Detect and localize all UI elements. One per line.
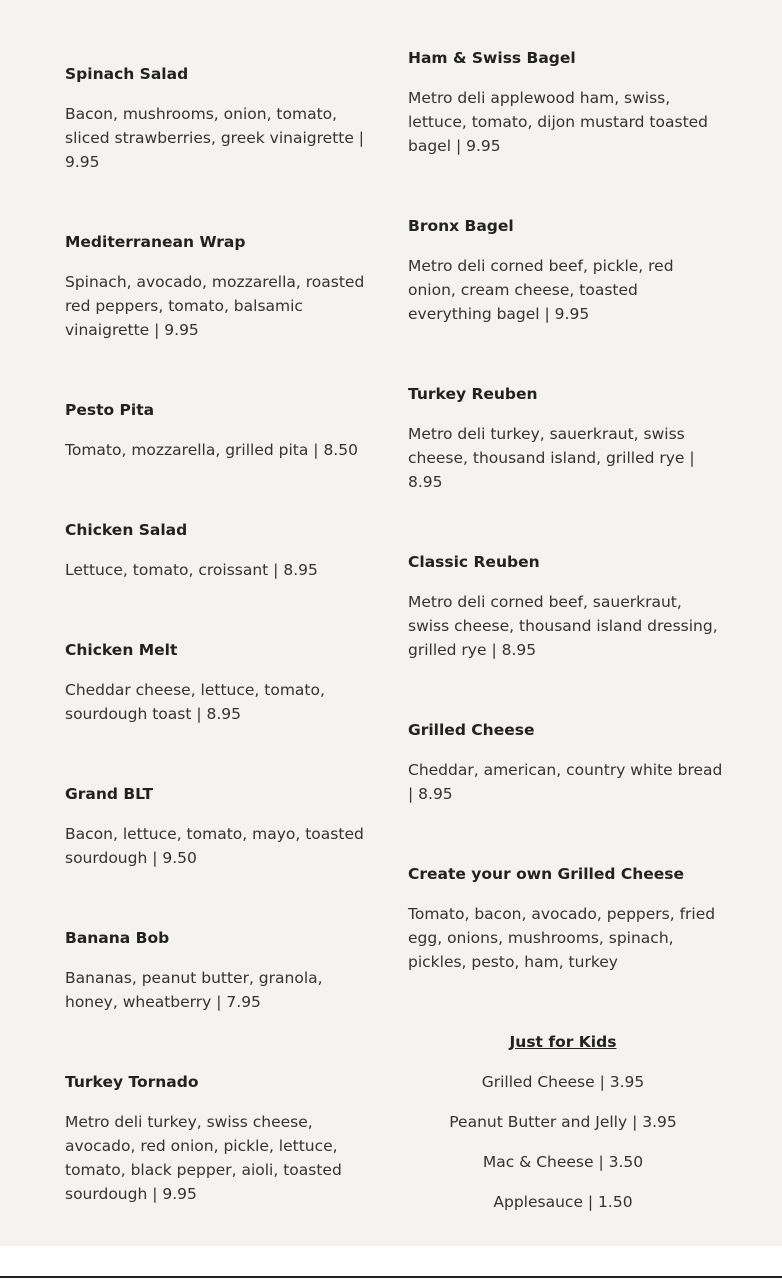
item-name: Grilled Cheese [408, 721, 535, 739]
menu-item [408, 46, 723, 158]
item-name: Spinach Salad [65, 65, 189, 83]
item-description: Metro deli corned beef, pickle, red onion, cream cheese, toasted everything bagel | 9.95 [408, 257, 674, 323]
menu-item [65, 926, 375, 1014]
item-name: Mediterranean Wrap [65, 233, 246, 251]
item-description: Bananas, peanut butter, granola, honey, wheatberry | 7.95 [65, 969, 323, 1011]
kids-menu-item: Grilled Cheese | 3.95 [481, 1073, 645, 1091]
item-description: Cheddar cheese, lettuce, tomato, sourdough toast | 8.95 [65, 681, 325, 723]
item-description: Lettuce, tomato, croissant | 8.95 [65, 561, 318, 579]
kids-menu-section [408, 1030, 718, 1214]
item-description: Metro deli turkey, sauerkraut, swiss cheese, thousand island, grilled rye | 8.95 [408, 425, 695, 491]
menu-item [65, 62, 375, 174]
kids-menu-item: Mac & Cheese | 3.50 [482, 1153, 644, 1171]
menu-item [408, 382, 723, 494]
item-name: Grand BLT [65, 785, 154, 803]
item-description: Metro deli applewood ham, swiss, lettuce, tomato, dijon mustard toasted bagel | 9.95 [408, 89, 709, 155]
kids-menu-title: Just for Kids [509, 1033, 617, 1051]
menu-item [65, 398, 375, 462]
item-description: Spinach, avocado, mozzarella, roasted red peppers, tomato, balsamic vinaigrette | 9.95 [65, 273, 365, 339]
item-description: Bacon, lettuce, tomato, mayo, toasted sourdough | 9.50 [65, 825, 364, 867]
item-name: Bronx Bagel [408, 217, 514, 235]
bottom-divider [0, 1276, 782, 1278]
menu-item [65, 230, 375, 342]
menu-item [408, 862, 723, 974]
item-name: Pesto Pita [65, 401, 155, 419]
item-description: Metro deli corned beef, sauerkraut, swiss cheese, thousand island dressing, grilled rye | 8.95 [408, 593, 718, 659]
menu-item [408, 718, 723, 806]
item-description: Cheddar, american, country white bread | 8.95 [408, 761, 723, 803]
kids-menu-item: Peanut Butter and Jelly | 3.95 [449, 1113, 677, 1131]
menu-item [65, 1070, 375, 1206]
menu-item [65, 782, 375, 870]
menu-item [408, 550, 723, 662]
item-description: Bacon, mushrooms, onion, tomato, sliced strawberries, greek vinaigrette | 9.95 [65, 105, 365, 171]
menu-item [65, 638, 375, 726]
item-description: Tomato, mozzarella, grilled pita | 8.50 [65, 441, 358, 459]
menu-item [408, 214, 723, 326]
kids-menu-item: Applesauce | 1.50 [493, 1193, 633, 1211]
item-name: Turkey Reuben [408, 385, 538, 403]
item-description: Metro deli turkey, swiss cheese, avocado, red onion, pickle, lettuce, tomato, black pepper, aioli, toasted sourdough | 9.95 [65, 1113, 342, 1203]
item-name: Turkey Tornado [65, 1073, 199, 1091]
item-name: Create your own Grilled Cheese [408, 865, 685, 883]
item-name: Ham & Swiss Bagel [408, 49, 576, 67]
item-description: Tomato, bacon, avocado, peppers, fried egg, onions, mushrooms, spinach, pickles, pesto, ham, turkey [408, 905, 716, 971]
item-name: Chicken Salad [65, 521, 188, 539]
item-name: Chicken Melt [65, 641, 178, 659]
item-name: Banana Bob [65, 929, 170, 947]
menu-item [65, 518, 375, 582]
item-name: Classic Reuben [408, 553, 540, 571]
